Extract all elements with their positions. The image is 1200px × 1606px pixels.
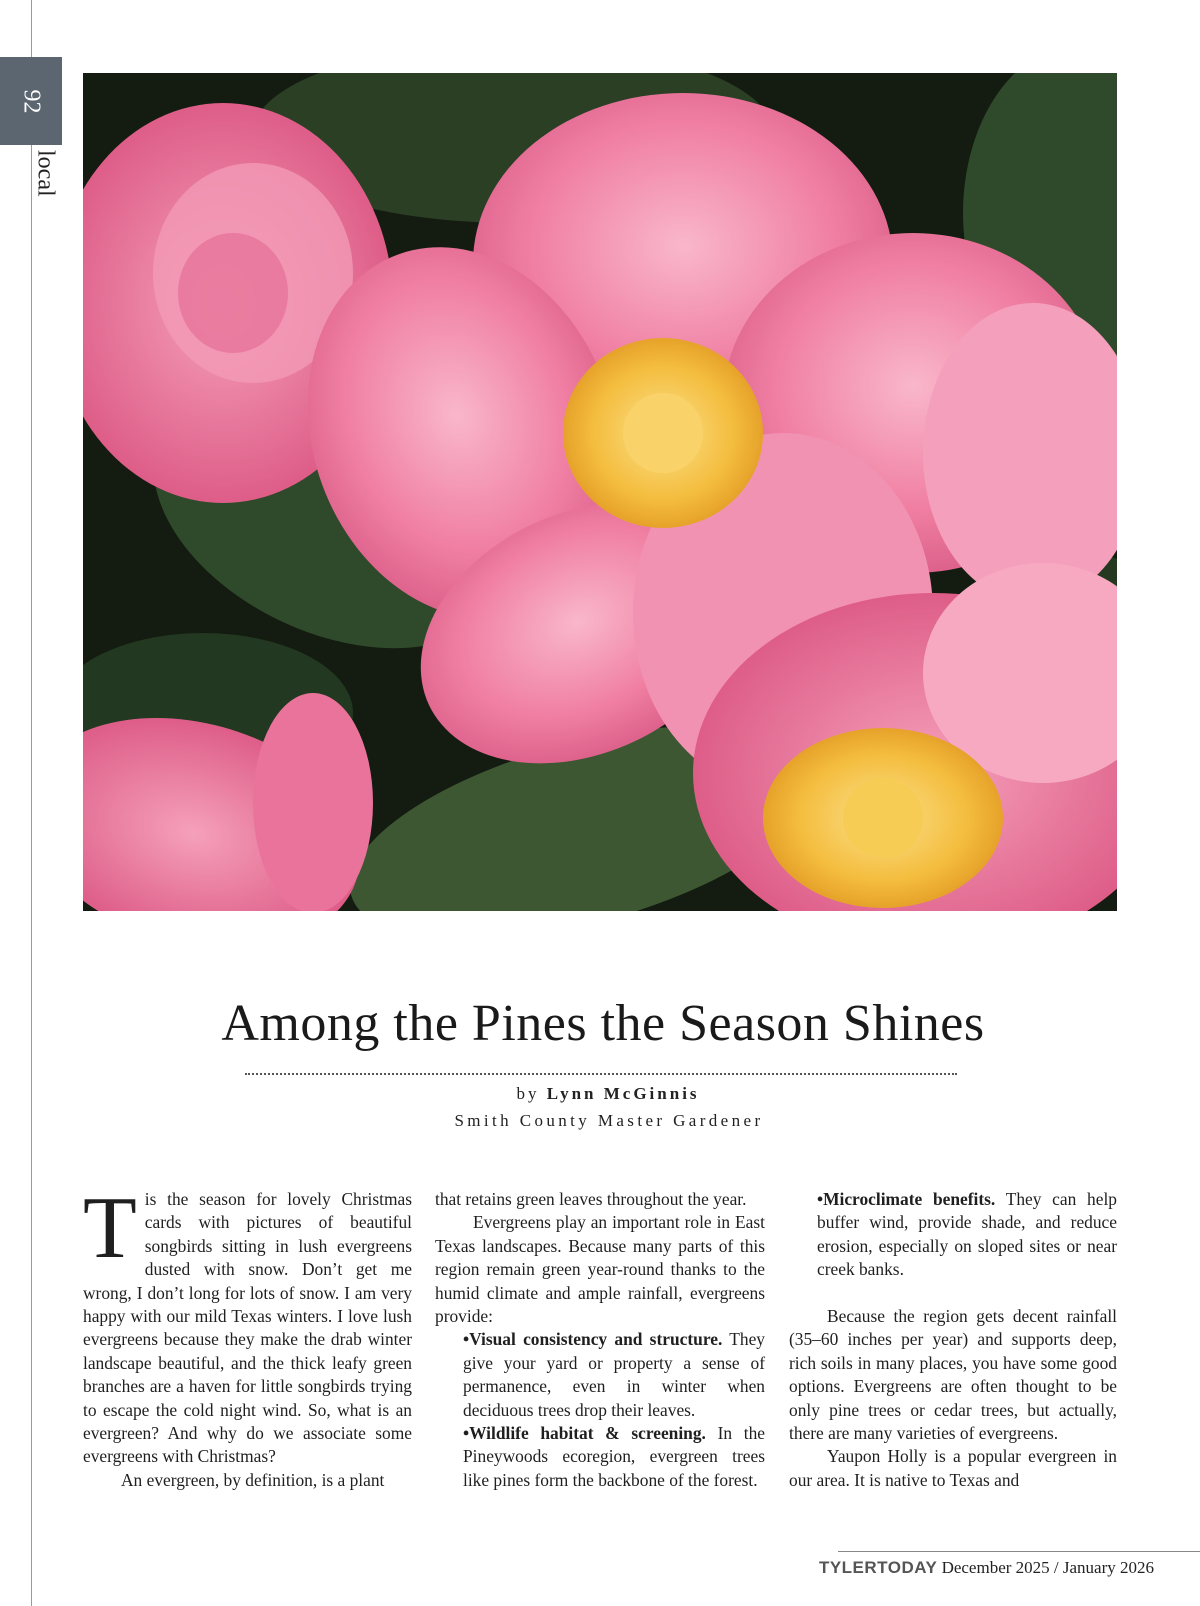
body-column-3	[789, 1188, 1117, 1492]
drop-cap: T	[83, 1180, 137, 1277]
article-title: Among the Pines the Season Shines	[221, 995, 985, 1052]
paragraph: Because the region gets decent rainfall (35–60 inches per year) and supports deep, rich soils in many places, you have some good options. Evergreens are often thought to be only pine trees or cedar trees, but actually, there are many varieties of evergreens.	[789, 1306, 1117, 1444]
paragraph: that retains green leaves throughout the year.	[435, 1189, 747, 1209]
author-credential: Smith County Master Gardener	[454, 1111, 764, 1130]
paragraph-text: is the season for lovely Christmas cards with pictures of beautiful songbirds sitting in lush evergreens dusted with snow. Don’t get me wrong, I don’t long for lots of snow. I am very happy with our mild Texas winters. I love lush evergreens because they make the drab winter landscape beautiful, and the thick leafy green branches are a haven for little songbirds trying to escape the cold night wind. So, what is an evergreen? And why do we associate some evergreens with Christmas?	[83, 1189, 412, 1467]
flower-image-icon	[83, 73, 1117, 911]
title-divider	[245, 1073, 957, 1075]
magazine-brand: TYLERTODAY	[818, 1558, 938, 1577]
author-name: Lynn McGinnis	[546, 1084, 700, 1103]
bullet-text: In the Pineywoods ecoregion, evergreen trees like pines form the backbone of the forest.	[463, 1423, 765, 1490]
issue-date: December 2025 / January 2026	[941, 1558, 1154, 1577]
page-number-tab	[0, 57, 62, 145]
bullet-text: They give your yard or property a sense of permanence, even in winter when deciduous trees drop their leaves.	[463, 1329, 765, 1420]
section-label-text: local	[32, 150, 59, 197]
paragraph-spacer	[789, 1282, 1117, 1305]
body-column-1	[83, 1180, 412, 1492]
bullet-item	[435, 1328, 765, 1422]
footer	[819, 1558, 1154, 1578]
paragraph: Yaupon Holly is a popular evergreen in our area. It is native to Texas and	[789, 1446, 1117, 1490]
paragraph: Evergreens play an important role in East Texas landscapes. Because many parts of this region remain green year-round thanks to the humid climate and ample rainfall, evergreens provide:	[435, 1212, 765, 1327]
camellia-flowers-photo	[83, 73, 1117, 911]
bullet-item	[435, 1422, 765, 1492]
page-margin-rule	[31, 0, 32, 1606]
byline	[0, 1084, 1200, 1104]
footer-rule	[838, 1551, 1200, 1552]
page-number: 92	[18, 89, 45, 113]
paragraph: An evergreen, by definition, is a plant	[121, 1469, 385, 1490]
byline-prefix: by	[516, 1084, 540, 1103]
paragraph	[83, 1180, 412, 1469]
bullet-title: •Microclimate benefits.	[817, 1189, 996, 1209]
bullet-text: They can help buffer wind, provide shade, and reduce erosion, especially on sloped sites or near creek banks.	[817, 1189, 1117, 1280]
bullet-title: •Wildlife habitat & screening.	[463, 1423, 706, 1444]
bullet-item	[789, 1188, 1117, 1282]
section-label	[25, 150, 65, 210]
bullet-title: •Visual consistency and structure.	[463, 1329, 723, 1350]
body-column-2	[435, 1188, 765, 1492]
